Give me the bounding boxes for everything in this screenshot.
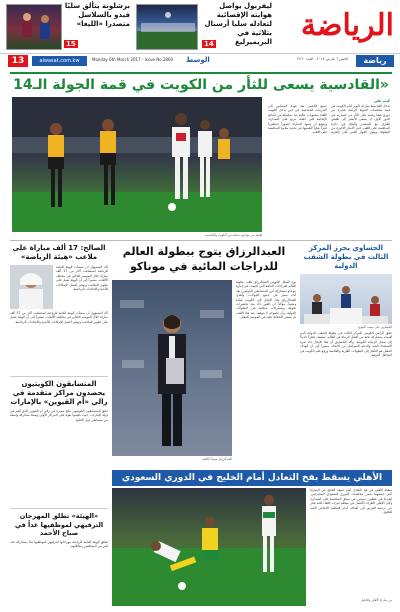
story3-headline: «الهيئة» تطلق المهرجان الترفيهي لموظفيها غداً في صباح الأحمد — [14, 512, 104, 537]
main-headline: «القادسية يسعى للثأر من الكويت في قمة الجولة الـ14 — [10, 72, 392, 94]
players-image — [7, 5, 62, 50]
abdulrazzaq-body: توج البطل الكويتي العبدالرزاق بلقب بطولة العالم للدراجات المائية التي أقيمت في إمارة موناكو بمشاركة أبرز المتسابقين الدوليين، بعد أداء مميز في جميع الجولات. وأهدى العبدالرزاق هذا الإنجاز إلى الكويت قيادة وشعباً، مؤكداً أن الفوز جاء بعد تحضيرات طويلة ومشاركات متتالية في البطولات الدولية، وأن طموحه لا يتوقف عند هذا اللقب بل يسعى للحفاظ عليه في الموسم المقبل. — [236, 280, 296, 320]
divider — [10, 508, 108, 509]
issue-date-ar: الاثنين ٦ مارس ٢٠١٧ - العدد ٢٨٦٠ — [297, 57, 348, 61]
main-photo — [12, 97, 262, 232]
teaser-page-badge: 15 — [66, 40, 76, 48]
teaser-photo-stadium — [136, 4, 198, 50]
story1-body-more: أكد المسؤول أن منشآت الهيئة العامة للرياضة استضافت أكثر من 17 ألف مباراة خلال الموسم الحالي في مختلف الألعاب، مشيراً إلى أن الهيئة تعمل على تطوير الملاعب وتوفير أفضل الإمكانات للأندية والاتحادات الرياضية. — [10, 311, 108, 324]
ahli-match-image — [112, 488, 306, 606]
story-hasawi — [300, 244, 392, 466]
official-portrait — [10, 265, 53, 309]
hasawi-body: حقق الرامي الكويتي المركز الثالث في بطولة الشفب الدولية التي أقيمت بمشاركة نخبة من أفضل الرماة في العالم، ليضيف إنجازاً جديداً إلى سجل الرماية الكويتية. وأكد الحساوي أن هذا الإنجاز جاء ثمرة الاستعداد الجيد والدعم المتواصل من الاتحاد، مشيراً إلى أن الهدف المقبل هو التأهل إلى البطولات القارية والعالمية ورفع علم الكويت في المحافل الدولية. — [300, 331, 392, 358]
main-photo-caption: لقطة من مواجهة سابقة بين الكويت والقادسية — [204, 233, 262, 237]
abdulrazzaq-headline: العبدالرزاق يتوج ببطولة العالم للدراجات المائية في موناكو — [122, 245, 286, 273]
podium-image — [300, 274, 392, 324]
stadium-image — [137, 5, 198, 50]
ahli-headline: الأهلي يسقط بفخ التعادل أمام الخليج في الدوري السعودي — [112, 470, 392, 486]
section-divider — [10, 240, 392, 241]
ahli-body: سقط الأهلي في فخ التعادل أمام ضيفه الخليج في المباراة التي جمعتهما ضمن منافسات الدوري السعودي للمحترفين، ليفرط في نقطتين ثمينتين في سباق المنافسة على الصدارة. وكان الأهلي الطرف الأفضل في معظم فترات اللقاء لكنه عجز عن ترجمة الفرص إلى أهداف أمام التنظيم الدفاعي الجيد للخليج. — [310, 488, 392, 515]
teaser-liverpool[interactable] — [200, 2, 272, 50]
story-abdulrazzaq — [112, 244, 296, 464]
page-number: 13 — [8, 55, 28, 67]
teaser-page-badge: 14 — [204, 40, 214, 48]
story1-photo — [10, 265, 53, 309]
ahli-story — [310, 488, 392, 606]
award-ceremony-image — [112, 280, 232, 456]
story2-body: حقق المتسابقون الكويتيون نتائج مميزة في رالي أم القيوين الذي أقيم في دولة الإمارات، حيث نافسوا بقوة على المراكز الأولى وسط مشاركة واسعة من متسابقي دول الخليج. — [10, 409, 108, 422]
divider — [10, 376, 108, 377]
alwasat-mark: الوسط — [186, 56, 210, 64]
hasawi-headline: الحساوي يحرز المركز الثالث في بطولة الشفب الدولية — [303, 244, 389, 270]
main-story — [268, 99, 390, 232]
ahli-photo — [112, 488, 306, 606]
football-match-image — [12, 97, 262, 232]
abdulrazzaq-caption: العبدالرزاق متوجاً باللقب — [201, 457, 232, 461]
abdulrazzaq-photo — [112, 280, 232, 456]
teaser-headline: برشلونة يتألق سلبًا فيدو بالسلاسل متصدرا «الليغا» — [64, 2, 130, 28]
hasawi-photo — [300, 274, 392, 324]
hasawi-caption: الحساوي على منصة التتويج — [358, 325, 392, 329]
story1-headline: الصالح: 17 ألف مباراة على ملاعب «هيئة الرياضة» — [12, 244, 106, 261]
story1-body: أكد المسؤول أن منشآت الهيئة العامة للرياضة استضافت أكثر من 17 ألف مباراة خلال الموسم الحالي في مختلف الألعاب، مشيراً إلى أن الهيئة تعمل على تطوير الملاعب وتوفير أفضل الإمكانات للأندية والاتحادات الرياضية. — [56, 265, 108, 292]
story2-headline: المتسابقون الكويتيون يحصدون مراكز متقدمة في رالي «أم القيوين» بالإمارات — [10, 380, 108, 406]
ahli-caption: من مباراة الأهلي والخليج — [361, 598, 392, 602]
byline: كتب علي — [373, 99, 390, 103]
issue-date-en: Monday 6th March 2017 - Issue No.2860 — [92, 57, 174, 62]
teaser-headline: ليفربول يواصل هوايته الإقصائية لتعادله سلبا أرسنال بثلاثية في البريميرليغ — [204, 2, 272, 46]
teaser-barcelona[interactable] — [64, 2, 130, 50]
left-column — [10, 244, 108, 608]
issue-strip — [0, 53, 400, 67]
teaser-photo-players — [6, 4, 62, 50]
story3-body: تطلق الهيئة العامة للرياضة مهرجانها الترفيهي لموظفيها غداً بمشاركة عدد كبير من الموظفين وعائلاتهم. — [10, 539, 108, 548]
section-label: رياضة — [356, 55, 394, 67]
main-story-body: يدخل القادسية مباراته اليوم أمام الكويت في قمة منافسات الجولة الرابعة عشرة من دوري فيفا وعينه على الثأر من خسارته في الدور الأول، إذ يسعى الأصفر إلى تقليص الفارق مع المتصدر والبقاء في دائرة المنافسة على اللقب حتى الأمتار الأخيرة من البطولة. ويعول الجهاز الفني على جاهزية جميع اللاعبين بعد عودة المصابين إلى التدريبات الجماعية، في حين يدخل الكويت اللقاء بمعنويات عالية بعد سلسلة من النتائج الإيجابية التي جعلته يتربع على الصدارة. ويتوقع أن تشهد المباراة حضوراً جماهيرياً كبيراً نظراً لأهميتها في تحديد ملامح المنافسة على اللقب. — [268, 104, 390, 135]
masthead — [0, 0, 400, 55]
newspaper-logo: الرياضة — [300, 8, 394, 43]
website-link[interactable]: alwasat.com.kw — [32, 56, 87, 66]
